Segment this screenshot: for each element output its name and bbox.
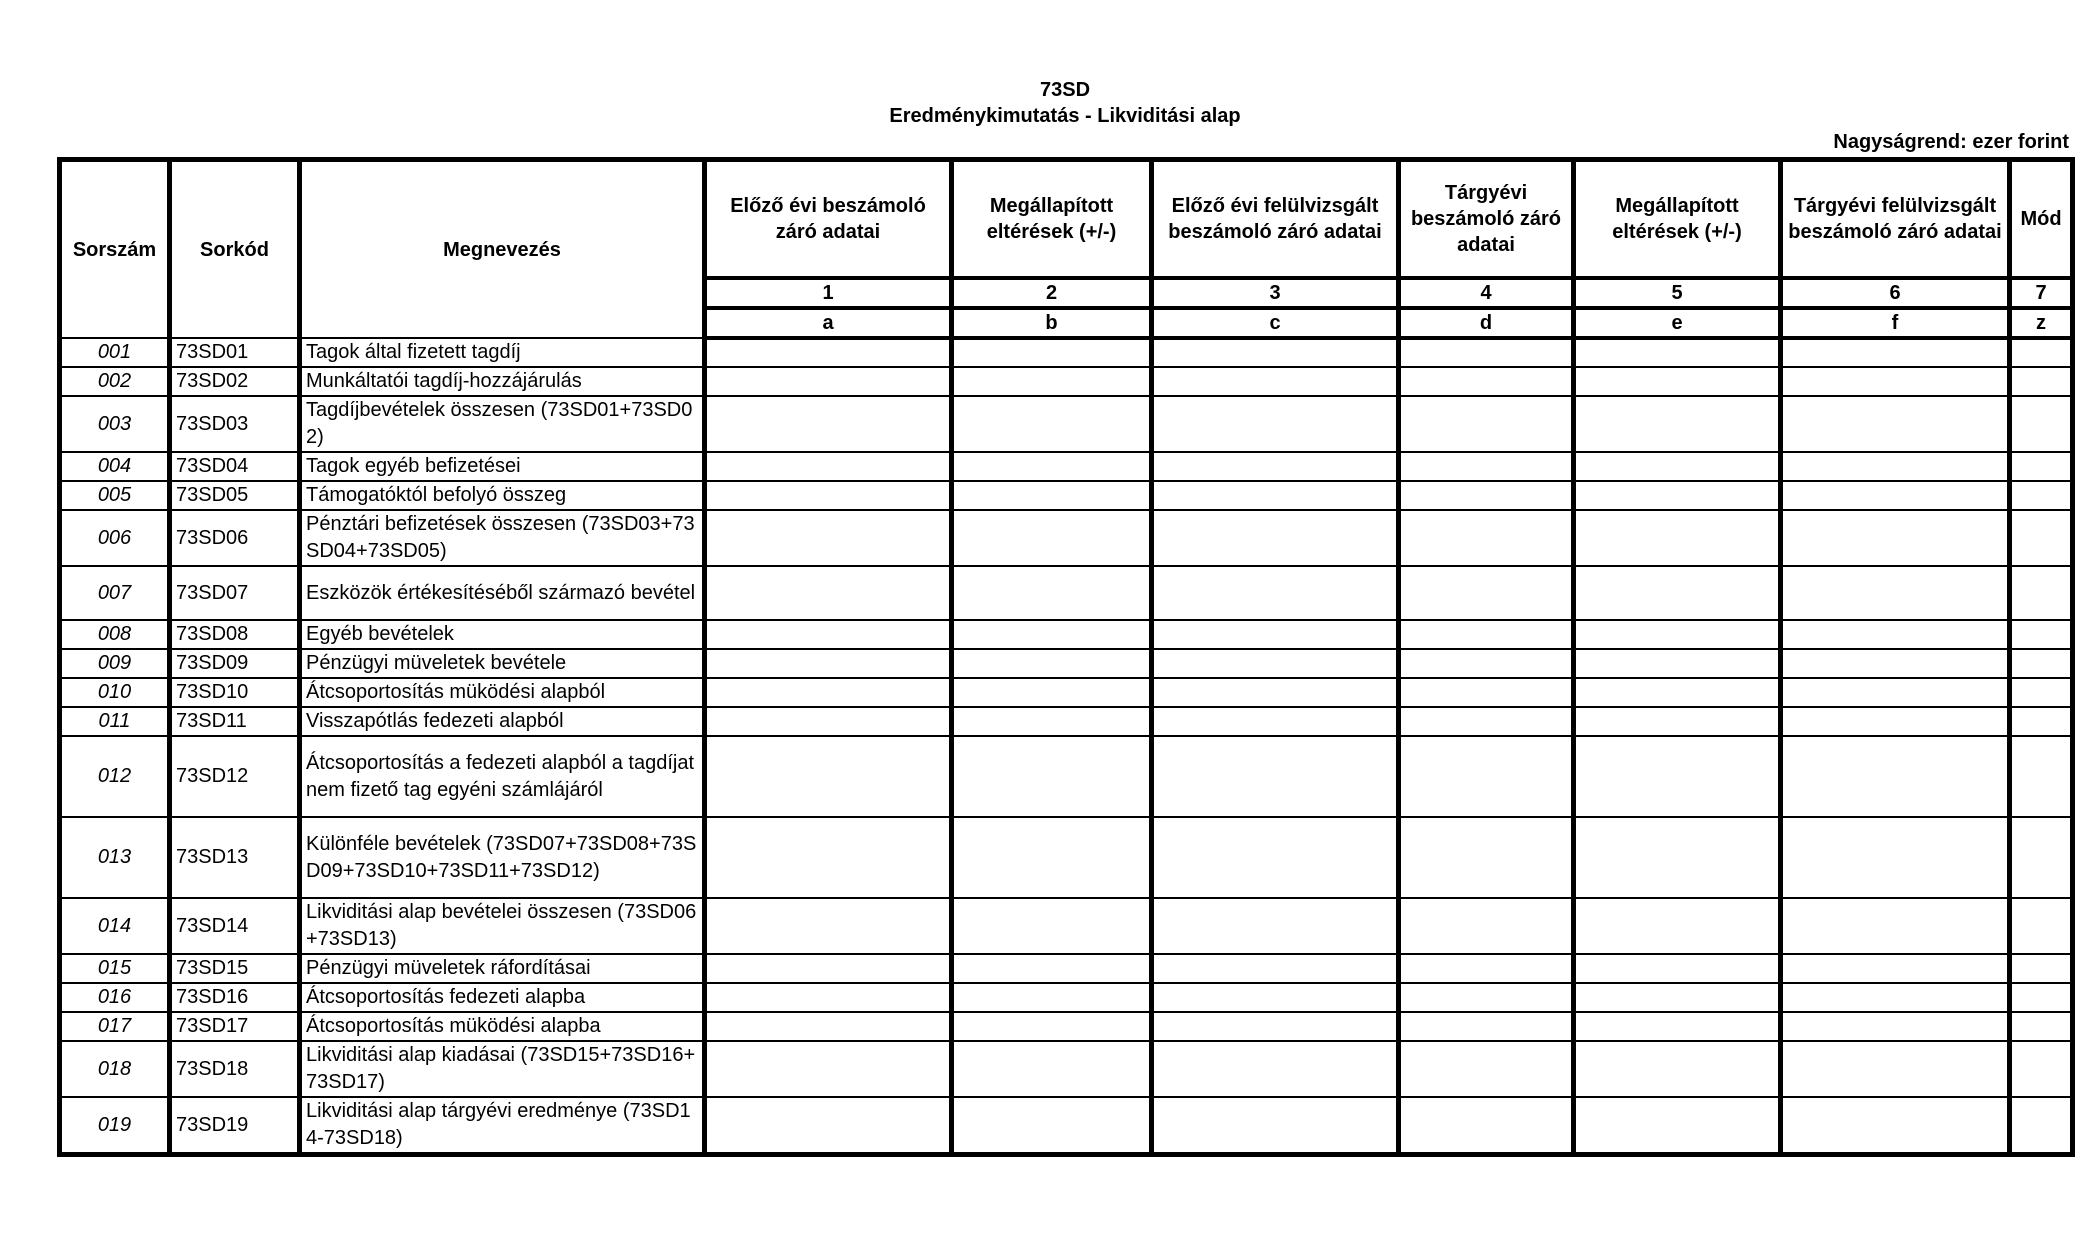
row-megnevezes: Átcsoportosítás müködési alapból xyxy=(300,678,705,707)
header-num-3: 3 xyxy=(1152,278,1399,308)
value-cell-col-3[interactable] xyxy=(1152,1041,1399,1097)
table-row xyxy=(60,338,2073,367)
value-cell-col-5[interactable] xyxy=(1574,620,1781,649)
row-sorszam: 016 xyxy=(60,983,170,1012)
row-megnevezes: Tagok által fizetett tagdíj xyxy=(300,338,705,367)
value-cell-col-3[interactable] xyxy=(1152,898,1399,954)
header-letter-3: c xyxy=(1152,308,1399,338)
value-cell-col-7[interactable] xyxy=(2010,707,2073,736)
value-cell-col-2[interactable] xyxy=(952,817,1152,898)
value-cell-col-7[interactable] xyxy=(2010,898,2073,954)
value-cell-col-2[interactable] xyxy=(952,481,1152,510)
row-sorszam: 009 xyxy=(60,649,170,678)
header-letter-5: e xyxy=(1574,308,1781,338)
value-cell-col-7[interactable] xyxy=(2010,510,2073,566)
row-sorszam: 001 xyxy=(60,338,170,367)
table-row xyxy=(60,817,2073,898)
row-sorszam: 008 xyxy=(60,620,170,649)
row-megnevezes: Visszapótlás fedezeti alapból xyxy=(300,707,705,736)
value-cell-col-4[interactable] xyxy=(1399,396,1574,452)
value-cell-col-5[interactable] xyxy=(1574,367,1781,396)
value-cell-col-2[interactable] xyxy=(952,367,1152,396)
value-cell-col-3[interactable] xyxy=(1152,481,1399,510)
value-cell-col-2[interactable] xyxy=(952,1012,1152,1041)
value-cell-col-2[interactable] xyxy=(952,736,1152,817)
value-cell-col-2[interactable] xyxy=(952,954,1152,983)
value-cell-col-1[interactable] xyxy=(705,510,952,566)
value-cell-col-7[interactable] xyxy=(2010,620,2073,649)
row-megnevezes: Tagdíjbevételek összesen (73SD01+73SD02) xyxy=(300,396,705,452)
row-sorkod: 73SD02 xyxy=(170,367,300,396)
value-cell-col-7[interactable] xyxy=(2010,678,2073,707)
value-cell-col-1[interactable] xyxy=(705,954,952,983)
value-cell-col-5[interactable] xyxy=(1574,566,1781,620)
row-sorszam: 018 xyxy=(60,1041,170,1097)
value-cell-col-7[interactable] xyxy=(2010,1041,2073,1097)
value-cell-col-4[interactable] xyxy=(1399,736,1574,817)
value-cell-col-1[interactable] xyxy=(705,1041,952,1097)
value-cell-col-1[interactable] xyxy=(705,1012,952,1041)
row-sorszam: 007 xyxy=(60,566,170,620)
header-num-4: 4 xyxy=(1399,278,1574,308)
value-cell-col-6[interactable] xyxy=(1781,481,2010,510)
row-sorszam: 002 xyxy=(60,367,170,396)
value-cell-col-5[interactable] xyxy=(1574,983,1781,1012)
value-cell-col-1[interactable] xyxy=(705,396,952,452)
table-row xyxy=(60,736,2073,817)
header-col-1: Előző évi beszámoló záró adatai xyxy=(705,160,952,279)
table-row xyxy=(60,566,2073,620)
row-sorszam: 005 xyxy=(60,481,170,510)
row-megnevezes: Egyéb bevételek xyxy=(300,620,705,649)
value-cell-col-4[interactable] xyxy=(1399,620,1574,649)
value-cell-col-5[interactable] xyxy=(1574,954,1781,983)
row-megnevezes: Támogatóktól befolyó összeg xyxy=(300,481,705,510)
value-cell-col-2[interactable] xyxy=(952,510,1152,566)
header-col-7: Mód xyxy=(2010,160,2073,279)
table-row xyxy=(60,954,2073,983)
value-cell-col-4[interactable] xyxy=(1399,898,1574,954)
value-cell-col-3[interactable] xyxy=(1152,367,1399,396)
value-cell-col-6[interactable] xyxy=(1781,817,2010,898)
value-cell-col-2[interactable] xyxy=(952,566,1152,620)
value-cell-col-4[interactable] xyxy=(1399,566,1574,620)
header-letter-2: b xyxy=(952,308,1152,338)
value-cell-col-7[interactable] xyxy=(2010,338,2073,367)
value-cell-col-3[interactable] xyxy=(1152,510,1399,566)
row-sorkod: 73SD07 xyxy=(170,566,300,620)
value-cell-col-3[interactable] xyxy=(1152,817,1399,898)
row-sorkod: 73SD05 xyxy=(170,481,300,510)
row-megnevezes: Különféle bevételek (73SD07+73SD08+73SD09+73SD10+73SD11+73SD12) xyxy=(300,817,705,898)
value-cell-col-5[interactable] xyxy=(1574,898,1781,954)
value-cell-col-6[interactable] xyxy=(1781,566,2010,620)
value-cell-col-2[interactable] xyxy=(952,338,1152,367)
value-cell-col-7[interactable] xyxy=(2010,954,2073,983)
form-title: Eredménykimutatás - Likviditási alap xyxy=(889,105,1241,127)
value-cell-col-3[interactable] xyxy=(1152,620,1399,649)
value-cell-col-4[interactable] xyxy=(1399,817,1574,898)
value-cell-col-2[interactable] xyxy=(952,620,1152,649)
value-cell-col-5[interactable] xyxy=(1574,649,1781,678)
value-cell-col-7[interactable] xyxy=(2010,481,2073,510)
row-megnevezes: Átcsoportosítás müködési alapba xyxy=(300,1012,705,1041)
row-megnevezes: Átcsoportosítás a fedezeti alapból a tagdíjat nem fizető tag egyéni számlájáról xyxy=(300,736,705,817)
row-sorszam: 012 xyxy=(60,736,170,817)
value-cell-col-4[interactable] xyxy=(1399,452,1574,481)
value-cell-col-5[interactable] xyxy=(1574,510,1781,566)
value-cell-col-6[interactable] xyxy=(1781,649,2010,678)
value-cell-col-7[interactable] xyxy=(2010,983,2073,1012)
row-megnevezes: Pénzügyi müveletek ráfordításai xyxy=(300,954,705,983)
table-row xyxy=(60,510,2073,566)
value-cell-col-3[interactable] xyxy=(1152,983,1399,1012)
header-num-2: 2 xyxy=(952,278,1152,308)
value-cell-col-1[interactable] xyxy=(705,566,952,620)
value-cell-col-1[interactable] xyxy=(705,481,952,510)
value-cell-col-7[interactable] xyxy=(2010,649,2073,678)
value-cell-col-5[interactable] xyxy=(1574,678,1781,707)
value-cell-col-1[interactable] xyxy=(705,452,952,481)
value-cell-col-6[interactable] xyxy=(1781,1041,2010,1097)
row-sorkod: 73SD17 xyxy=(170,1012,300,1041)
value-cell-col-6[interactable] xyxy=(1781,510,2010,566)
value-cell-col-4[interactable] xyxy=(1399,367,1574,396)
value-cell-col-7[interactable] xyxy=(2010,396,2073,452)
value-cell-col-1[interactable] xyxy=(705,1097,952,1155)
report-table xyxy=(57,157,2075,1157)
row-sorkod: 73SD08 xyxy=(170,620,300,649)
value-cell-col-7[interactable] xyxy=(2010,736,2073,817)
header-col-5: Megállapított eltérések (+/-) xyxy=(1574,160,1781,279)
value-cell-col-1[interactable] xyxy=(705,736,952,817)
header-letter-6: f xyxy=(1781,308,2010,338)
header-sorszam: Sorszám xyxy=(60,160,170,339)
value-cell-col-4[interactable] xyxy=(1399,510,1574,566)
header-letter-4: d xyxy=(1399,308,1574,338)
header-megnevezes: Megnevezés xyxy=(300,160,705,339)
row-sorszam: 019 xyxy=(60,1097,170,1155)
row-megnevezes: Likviditási alap bevételei összesen (73SD06+73SD13) xyxy=(300,898,705,954)
header-num-6: 6 xyxy=(1781,278,2010,308)
value-cell-col-3[interactable] xyxy=(1152,1012,1399,1041)
header-letter-1: a xyxy=(705,308,952,338)
header-col-2: Megállapított eltérések (+/-) xyxy=(952,160,1152,279)
value-cell-col-5[interactable] xyxy=(1574,338,1781,367)
row-sorszam: 003 xyxy=(60,396,170,452)
row-megnevezes: Likviditási alap kiadásai (73SD15+73SD16+73SD17) xyxy=(300,1041,705,1097)
row-sorszam: 010 xyxy=(60,678,170,707)
value-cell-col-3[interactable] xyxy=(1152,954,1399,983)
row-sorkod: 73SD16 xyxy=(170,983,300,1012)
form-code: 73SD xyxy=(1039,79,1091,101)
value-cell-col-6[interactable] xyxy=(1781,736,2010,817)
value-cell-col-4[interactable] xyxy=(1399,481,1574,510)
row-sorkod: 73SD03 xyxy=(170,396,300,452)
value-cell-col-4[interactable] xyxy=(1399,1041,1574,1097)
value-cell-col-6[interactable] xyxy=(1781,1097,2010,1155)
value-cell-col-2[interactable] xyxy=(952,707,1152,736)
row-sorkod: 73SD04 xyxy=(170,452,300,481)
value-cell-col-1[interactable] xyxy=(705,898,952,954)
row-sorkod: 73SD13 xyxy=(170,817,300,898)
value-cell-col-5[interactable] xyxy=(1574,817,1781,898)
row-megnevezes: Pénztári befizetések összesen (73SD03+73SD04+73SD05) xyxy=(300,510,705,566)
value-cell-col-6[interactable] xyxy=(1781,620,2010,649)
value-cell-col-3[interactable] xyxy=(1152,452,1399,481)
table-body xyxy=(60,338,2073,1155)
value-cell-col-1[interactable] xyxy=(705,678,952,707)
value-cell-col-3[interactable] xyxy=(1152,338,1399,367)
header-col-3: Előző évi felülvizsgált beszámoló záró adatai xyxy=(1152,160,1399,279)
value-cell-col-7[interactable] xyxy=(2010,817,2073,898)
value-cell-col-4[interactable] xyxy=(1399,338,1574,367)
value-cell-col-1[interactable] xyxy=(705,338,952,367)
table-row xyxy=(60,620,2073,649)
table-row xyxy=(60,649,2073,678)
row-megnevezes: Tagok egyéb befizetései xyxy=(300,452,705,481)
value-cell-col-2[interactable] xyxy=(952,898,1152,954)
row-sorkod: 73SD12 xyxy=(170,736,300,817)
value-cell-col-7[interactable] xyxy=(2010,1097,2073,1155)
value-cell-col-4[interactable] xyxy=(1399,1012,1574,1041)
row-sorszam: 013 xyxy=(60,817,170,898)
value-cell-col-6[interactable] xyxy=(1781,1012,2010,1041)
header-col-4: Tárgyévi beszámoló záró adatai xyxy=(1399,160,1574,279)
value-cell-col-3[interactable] xyxy=(1152,678,1399,707)
value-cell-col-6[interactable] xyxy=(1781,954,2010,983)
value-cell-col-6[interactable] xyxy=(1781,452,2010,481)
header-num-7: 7 xyxy=(2010,278,2073,308)
value-cell-col-6[interactable] xyxy=(1781,367,2010,396)
value-cell-col-4[interactable] xyxy=(1399,983,1574,1012)
row-sorszam: 006 xyxy=(60,510,170,566)
row-megnevezes: Átcsoportosítás fedezeti alapba xyxy=(300,983,705,1012)
value-cell-col-2[interactable] xyxy=(952,452,1152,481)
table-row xyxy=(60,707,2073,736)
table-row xyxy=(60,452,2073,481)
table-row xyxy=(60,1097,2073,1155)
value-cell-col-3[interactable] xyxy=(1152,736,1399,817)
value-cell-col-1[interactable] xyxy=(705,649,952,678)
value-cell-col-3[interactable] xyxy=(1152,396,1399,452)
row-sorkod: 73SD19 xyxy=(170,1097,300,1155)
row-sorszam: 011 xyxy=(60,707,170,736)
value-cell-col-2[interactable] xyxy=(952,678,1152,707)
value-cell-col-4[interactable] xyxy=(1399,649,1574,678)
value-cell-col-5[interactable] xyxy=(1574,396,1781,452)
value-cell-col-3[interactable] xyxy=(1152,1097,1399,1155)
table-row xyxy=(60,367,2073,396)
value-cell-col-5[interactable] xyxy=(1574,707,1781,736)
row-sorkod: 73SD11 xyxy=(170,707,300,736)
value-cell-col-7[interactable] xyxy=(2010,452,2073,481)
row-sorszam: 004 xyxy=(60,452,170,481)
table-row xyxy=(60,1041,2073,1097)
header-col-6: Tárgyévi felülvizsgált beszámoló záró adatai xyxy=(1781,160,2010,279)
row-megnevezes: Munkáltatói tagdíj-hozzájárulás xyxy=(300,367,705,396)
value-cell-col-6[interactable] xyxy=(1781,707,2010,736)
value-cell-col-2[interactable] xyxy=(952,649,1152,678)
value-cell-col-2[interactable] xyxy=(952,1041,1152,1097)
value-cell-col-6[interactable] xyxy=(1781,396,2010,452)
value-cell-col-6[interactable] xyxy=(1781,338,2010,367)
value-cell-col-3[interactable] xyxy=(1152,649,1399,678)
row-sorkod: 73SD15 xyxy=(170,954,300,983)
value-cell-col-4[interactable] xyxy=(1399,1097,1574,1155)
value-cell-col-5[interactable] xyxy=(1574,1097,1781,1155)
value-cell-col-6[interactable] xyxy=(1781,983,2010,1012)
row-megnevezes: Eszközök értékesítéséből származó bevétel xyxy=(300,566,705,620)
table-row xyxy=(60,983,2073,1012)
value-cell-col-5[interactable] xyxy=(1574,481,1781,510)
table-row xyxy=(60,1012,2073,1041)
table-row xyxy=(60,481,2073,510)
row-sorkod: 73SD01 xyxy=(170,338,300,367)
row-sorszam: 015 xyxy=(60,954,170,983)
value-cell-col-1[interactable] xyxy=(705,817,952,898)
table-row xyxy=(60,898,2073,954)
row-megnevezes: Pénzügyi müveletek bevétele xyxy=(300,649,705,678)
value-cell-col-4[interactable] xyxy=(1399,678,1574,707)
row-sorkod: 73SD18 xyxy=(170,1041,300,1097)
value-cell-col-3[interactable] xyxy=(1152,566,1399,620)
value-cell-col-6[interactable] xyxy=(1781,898,2010,954)
row-sorkod: 73SD09 xyxy=(170,649,300,678)
value-cell-col-5[interactable] xyxy=(1574,1012,1781,1041)
row-sorszam: 014 xyxy=(60,898,170,954)
table-row xyxy=(60,396,2073,452)
value-cell-col-5[interactable] xyxy=(1574,736,1781,817)
value-cell-col-7[interactable] xyxy=(2010,566,2073,620)
value-cell-col-7[interactable] xyxy=(2010,367,2073,396)
row-sorszam: 017 xyxy=(60,1012,170,1041)
value-cell-col-1[interactable] xyxy=(705,983,952,1012)
header-letter-7: z xyxy=(2010,308,2073,338)
value-cell-col-1[interactable] xyxy=(705,367,952,396)
value-cell-col-6[interactable] xyxy=(1781,678,2010,707)
value-cell-col-2[interactable] xyxy=(952,396,1152,452)
value-cell-col-1[interactable] xyxy=(705,707,952,736)
value-cell-col-2[interactable] xyxy=(952,1097,1152,1155)
row-sorkod: 73SD06 xyxy=(170,510,300,566)
value-cell-col-4[interactable] xyxy=(1399,707,1574,736)
header-sorkod: Sorkód xyxy=(170,160,300,339)
value-cell-col-5[interactable] xyxy=(1574,452,1781,481)
row-sorkod: 73SD10 xyxy=(170,678,300,707)
row-sorkod: 73SD14 xyxy=(170,898,300,954)
header-num-5: 5 xyxy=(1574,278,1781,308)
value-cell-col-3[interactable] xyxy=(1152,707,1399,736)
header-num-1: 1 xyxy=(705,278,952,308)
value-cell-col-7[interactable] xyxy=(2010,1012,2073,1041)
unit-label: Nagyságrend: ezer forint xyxy=(1833,131,2069,153)
value-cell-col-1[interactable] xyxy=(705,620,952,649)
value-cell-col-4[interactable] xyxy=(1399,954,1574,983)
value-cell-col-2[interactable] xyxy=(952,983,1152,1012)
value-cell-col-5[interactable] xyxy=(1574,1041,1781,1097)
table-row xyxy=(60,678,2073,707)
row-megnevezes: Likviditási alap tárgyévi eredménye (73SD14-73SD18) xyxy=(300,1097,705,1155)
